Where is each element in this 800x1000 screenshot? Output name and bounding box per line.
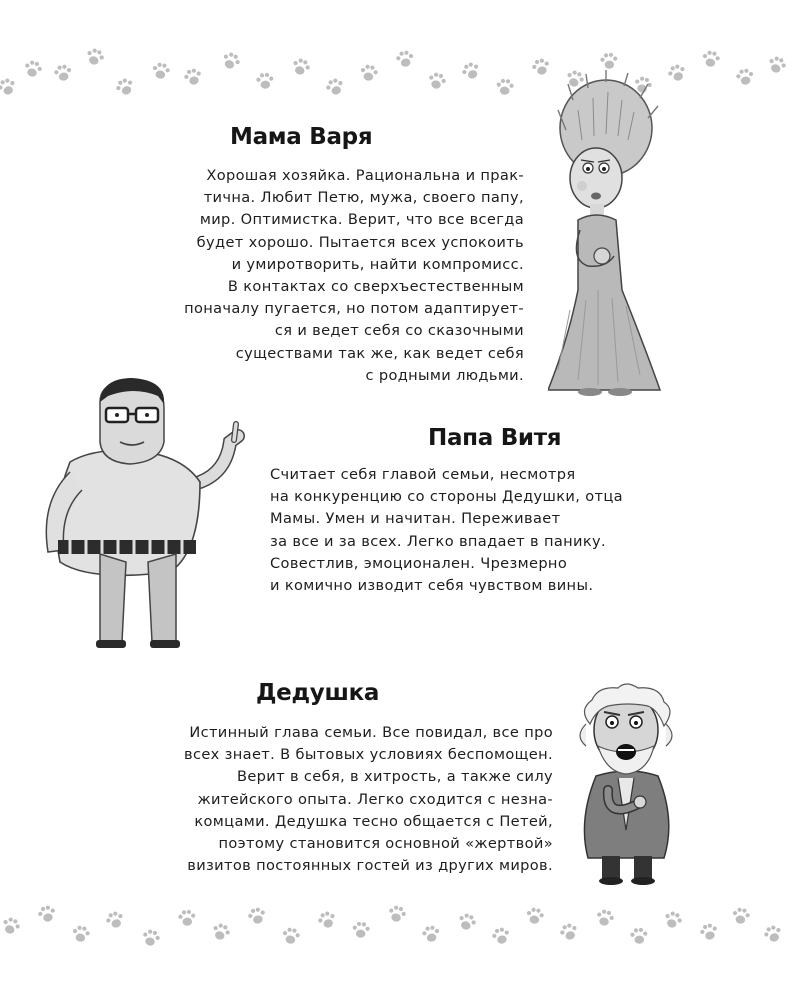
paw-print-icon — [628, 925, 650, 947]
paw-print-icon — [386, 903, 408, 925]
paw-print-icon — [246, 905, 268, 927]
paw-print-icon — [730, 905, 752, 927]
text-line: Хорошая хозяйка. Рациональна и прак- — [206, 167, 524, 184]
paw-print-icon — [524, 905, 546, 927]
paw-print-icon — [698, 921, 720, 943]
text-line: Истинный глава семьи. Все повидал, все про — [189, 724, 553, 741]
paw-print-icon — [598, 50, 620, 72]
paw-print-icon — [52, 62, 74, 84]
paw-print-icon — [22, 58, 44, 80]
section-text-dedushka — [60, 722, 553, 877]
paw-print-icon — [140, 927, 162, 949]
text-line: на конкуренцию со стороны Дедушки, отца — [270, 488, 623, 506]
text-line: мир. Оптимистка. Верит, что все всегда — [199, 211, 524, 229]
paw-print-icon — [182, 66, 204, 88]
paw-print-icon — [420, 923, 442, 945]
paw-print-icon — [666, 62, 688, 84]
paw-print-icon — [36, 903, 58, 925]
paw-print-icon — [0, 915, 22, 937]
bottom-paw-border — [0, 895, 800, 955]
paw-print-icon — [220, 50, 242, 72]
text-line: будет хорошо. Пытается всех успокоить — [196, 233, 524, 251]
text-line: поэтому становится основной «жертвой» — [218, 835, 553, 853]
paw-print-icon — [490, 925, 512, 947]
text-line: Верит в себя, в хитрость, а также силу — [236, 768, 553, 786]
mama-varya-illustration — [548, 70, 668, 400]
text-line: Совестлив, эмоционален. Чрезмерно — [270, 554, 568, 572]
paw-print-icon — [734, 66, 756, 88]
papa-vitya-illustration — [30, 372, 255, 657]
top-paw-border — [0, 40, 800, 100]
paw-print-icon — [324, 76, 346, 98]
section-title-mama: Мама Варя — [230, 124, 373, 150]
paw-print-icon — [290, 56, 312, 78]
paw-print-icon — [114, 76, 136, 98]
paw-print-icon — [558, 921, 580, 943]
dedushka-illustration — [568, 680, 688, 885]
text-line: тична. Любит Петю, мужа, своего папу, — [203, 189, 524, 207]
paw-print-icon — [358, 62, 380, 84]
text-line: поначалу пугается, но потом адаптирует- — [184, 300, 524, 318]
paw-print-icon — [0, 76, 18, 98]
paw-print-icon — [394, 48, 416, 70]
section-title-dedushka: Дедушка — [256, 680, 380, 706]
paw-print-icon — [662, 909, 684, 931]
text-line: Считает себя главой семьи, несмотря — [270, 466, 576, 483]
paw-print-icon — [210, 921, 232, 943]
paw-print-icon — [594, 907, 616, 929]
paw-print-icon — [254, 70, 276, 92]
paw-print-icon — [316, 909, 338, 931]
text-line: и комично изводит себя чувством вины. — [270, 577, 594, 595]
text-line: всех знает. В бытовых условиях беспомощен. — [184, 746, 553, 764]
section-text-mama — [80, 165, 524, 387]
text-line: комцами. Дедушка тесно общается с Петей, — [194, 812, 553, 830]
paw-print-icon — [700, 48, 722, 70]
paw-print-icon — [150, 60, 172, 82]
text-line: В контактах со сверхъестественным — [227, 278, 524, 296]
text-line: существами так же, как ведет себя — [235, 344, 524, 362]
paw-print-icon — [762, 923, 784, 945]
text-line: с родными людьми. — [365, 366, 524, 384]
paw-print-icon — [84, 46, 106, 68]
text-line: Мамы. Умен и начитан. Переживает — [270, 510, 561, 528]
text-line: ся и ведет себя со сказочными — [274, 322, 524, 340]
paw-print-icon — [426, 70, 448, 92]
paw-print-icon — [456, 911, 478, 933]
text-line: за все и за всех. Легко впадает в панику. — [270, 532, 606, 550]
text-line: и умиротворить, найти компромисс. — [231, 255, 524, 273]
section-title-papa: Папа Витя — [428, 425, 562, 451]
paw-print-icon — [104, 909, 126, 931]
paw-print-icon — [460, 60, 482, 82]
paw-print-icon — [70, 923, 92, 945]
text-line: визитов постоянных гостей из других миров. — [187, 857, 553, 875]
paw-print-icon — [766, 54, 788, 76]
text-line: житейского опыта. Легко сходится с незна- — [197, 790, 553, 808]
paw-print-icon — [350, 919, 372, 941]
paw-print-icon — [494, 76, 516, 98]
section-text-papa — [270, 464, 740, 597]
paw-print-icon — [176, 907, 198, 929]
paw-print-icon — [280, 925, 302, 947]
